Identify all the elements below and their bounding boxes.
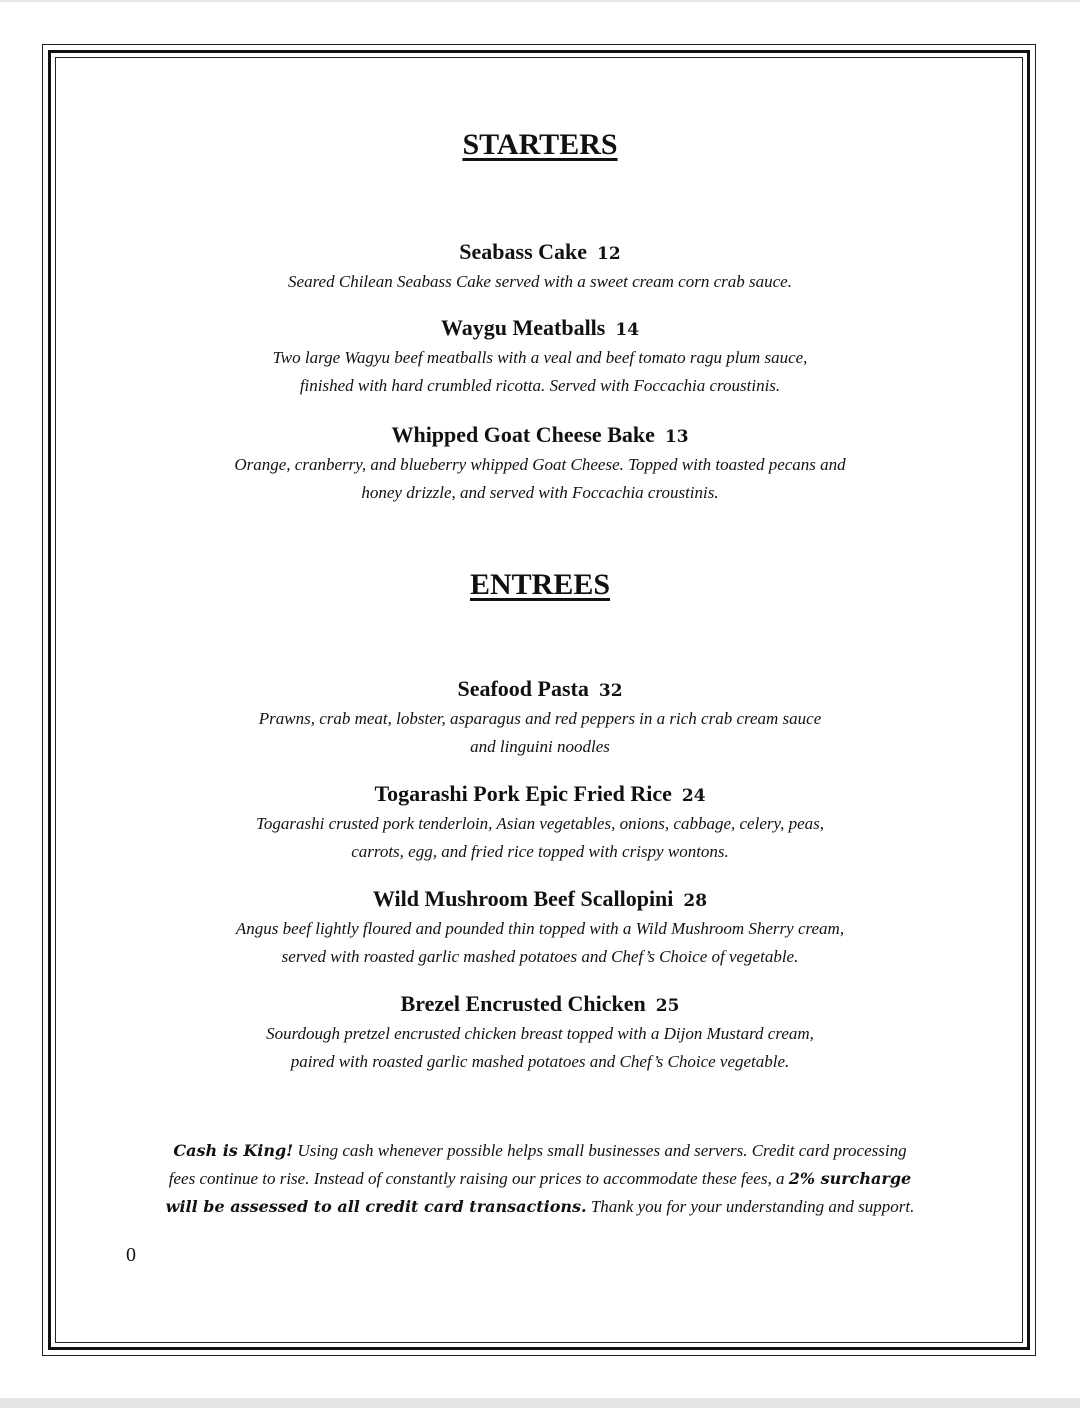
item-name: Brezel Encrusted Chicken bbox=[400, 991, 646, 1016]
notice-line-1 bbox=[100, 1137, 980, 1165]
menu-item-wild-mushroom-beef-scallopini bbox=[0, 885, 1080, 971]
item-description-line-1: Prawns, crab meat, lobster, asparagus and red peppers in a rich crab cream sauce bbox=[258, 709, 822, 728]
item-price: 32 bbox=[598, 681, 623, 701]
item-description: Seared Chilean Seabass Cake served with a sweet cream corn crab sauce. bbox=[288, 272, 792, 291]
item-description-line-2: carrots, egg, and fried rice topped with crispy wontons. bbox=[351, 842, 729, 861]
item-description-line-2: served with roasted garlic mashed potatoes and Chef’s Choice of vegetable. bbox=[281, 947, 799, 966]
notice-surcharge-detail: will be assessed to all credit card transactions. bbox=[165, 1197, 587, 1216]
notice-surcharge: 2% surcharge bbox=[788, 1169, 912, 1188]
notice-lead: Cash is King! bbox=[173, 1141, 294, 1160]
item-name: Seafood Pasta bbox=[457, 676, 589, 701]
menu-item-brezel-encrusted-chicken bbox=[0, 990, 1080, 1076]
item-title bbox=[0, 885, 1080, 915]
starters-heading: STARTERS bbox=[462, 128, 618, 161]
bottom-divider bbox=[0, 1398, 1080, 1408]
item-name: Whipped Goat Cheese Bake bbox=[391, 422, 655, 447]
notice-text-1: Using cash whenever possible helps small businesses and servers. Credit card processing bbox=[293, 1141, 907, 1160]
item-title bbox=[0, 314, 1080, 344]
item-name: Togarashi Pork Epic Fried Rice bbox=[374, 781, 672, 806]
item-name: Waygu Meatballs bbox=[440, 315, 606, 340]
item-title bbox=[0, 780, 1080, 810]
item-description-line-1: Sourdough pretzel encrusted chicken breast topped with a Dijon Mustard cream, bbox=[266, 1024, 814, 1043]
item-title bbox=[0, 238, 1080, 268]
item-description-line-2: paired with roasted garlic mashed potatoes and Chef’s Choice vegetable. bbox=[290, 1052, 790, 1071]
page-marker: 0 bbox=[126, 1244, 136, 1266]
menu-item-seafood-pasta bbox=[0, 675, 1080, 761]
item-title bbox=[0, 990, 1080, 1020]
item-price: 28 bbox=[683, 891, 708, 911]
entrees-heading: ENTREES bbox=[469, 568, 611, 601]
notice-line-2 bbox=[100, 1165, 980, 1193]
item-title bbox=[0, 421, 1080, 451]
menu-item-whipped-goat-cheese-bake bbox=[0, 421, 1080, 507]
item-price: 25 bbox=[655, 996, 680, 1016]
menu-item-seabass-cake bbox=[0, 238, 1080, 296]
item-price: 12 bbox=[597, 244, 621, 264]
credit-card-surcharge-notice bbox=[100, 1137, 980, 1221]
item-description-line-1: Two large Wagyu beef meatballs with a veal and beef tomato ragu plum sauce, bbox=[272, 348, 808, 367]
menu-item-togarashi-pork-fried-rice bbox=[0, 780, 1080, 866]
item-name: Wild Mushroom Beef Scallopini bbox=[372, 886, 674, 911]
item-description-line-1: Togarashi crusted pork tenderloin, Asian vegetables, onions, cabbage, celery, peas, bbox=[255, 814, 824, 833]
item-price: 14 bbox=[615, 320, 640, 340]
item-price: 24 bbox=[681, 786, 706, 806]
menu-item-waygu-meatballs bbox=[0, 314, 1080, 400]
item-price: 13 bbox=[664, 427, 689, 447]
notice-text-3: Thank you for your understanding and support. bbox=[586, 1197, 915, 1216]
item-description-line-2: honey drizzle, and served with Foccachia croustinis. bbox=[361, 483, 719, 502]
top-divider bbox=[0, 0, 1080, 2]
item-description-line-1: Orange, cranberry, and blueberry whipped Goat Cheese. Topped with toasted pecans and bbox=[234, 455, 846, 474]
item-description-line-1: Angus beef lightly floured and pounded thin topped with a Wild Mushroom Sherry cream, bbox=[235, 919, 845, 938]
item-description-line-2: and linguini noodles bbox=[470, 737, 610, 756]
item-description-line-2: finished with hard crumbled ricotta. Served with Foccachia croustinis. bbox=[299, 376, 781, 395]
notice-text-2: fees continue to rise. Instead of constantly raising our prices to accommodate these fees, a bbox=[168, 1169, 789, 1188]
item-name: Seabass Cake bbox=[459, 239, 588, 264]
notice-line-3 bbox=[100, 1193, 980, 1221]
item-title bbox=[0, 675, 1080, 705]
